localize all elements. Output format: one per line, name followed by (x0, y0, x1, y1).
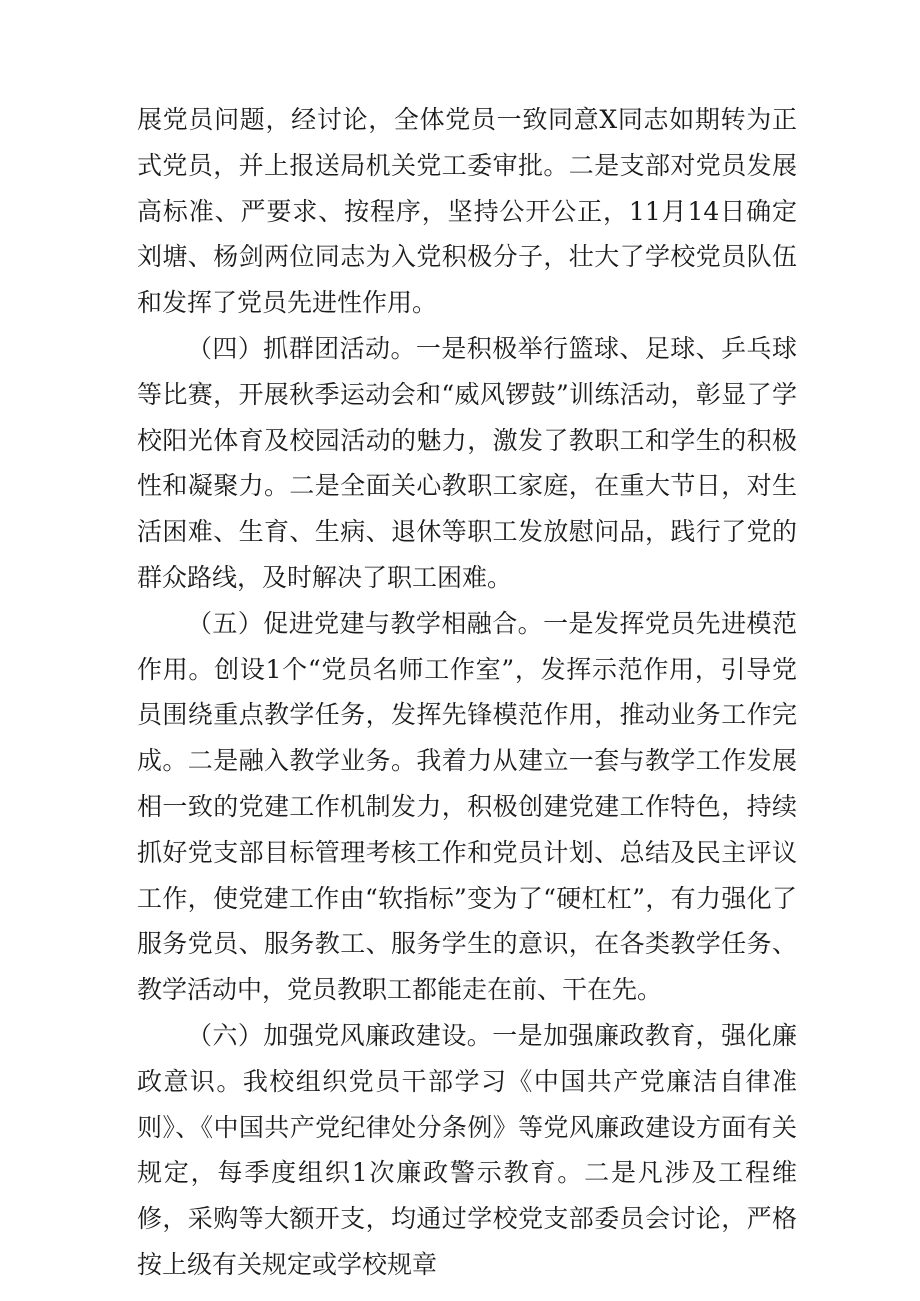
paragraph-section-4: （四）抓群团活动。一是积极举行篮球、足球、乒乓球等比赛，开展秋季运动会和“威风锣鼓”训练活动，彰显了学校阳光体育及校园活动的魅力，激发了教职工和学生的积极性和凝聚力。二是全面关心教职工家庭，在重大节日，对生活困难、生育、生病、退休等职工发放慰问品，践行了党的群众路线，及时解决了职工困难。 (137, 333, 797, 592)
paragraph-section-6: （六）加强党风廉政建设。一是加强廉政教育，强化廉政意识。我校组织党员干部学习《中国共产党廉洁自律准则》、《中国共产党纪律处分条例》等党风廉政建设方面有关规定，每季度组织1次廉政警示教育。二是凡涉及工程维修，采购等大额开支，均通过学校党支部委员会讨论，严格按上级有关规定或学校规章 (137, 1020, 797, 1279)
document-body (137, 97, 797, 1288)
paragraph-continuation: 展党员问题，经讨论，全体党员一致同意X同志如期转为正式党员，并上报送局机关党工委审批。二是支部对党员发展高标准、严要求、按程序，坚持公开公正，11月14日确定刘塘、杨剑两位同志为入党积极分子，壮大了学校党员队伍和发挥了党员先进性作用。 (137, 105, 797, 318)
paragraph-section-5: （五）促进党建与教学相融合。一是发挥党员先进模范作用。创设1个“党员名师工作室”，发挥示范作用，引导党员围绕重点教学任务，发挥先锋模范作用，推动业务工作完成。二是融入教学业务。我着力从建立一套与教学工作发展相一致的党建工作机制发力，积极创建党建工作特色，持续抓好党支部目标管理考核工作和党员计划、总结及民主评议工作，使党建工作由“软指标”变为了“硬杠杠”，有力强化了服务党员、服务教工、服务学生的意识，在各类教学任务、教学活动中，党员教职工都能走在前、干在先。 (137, 608, 797, 1005)
